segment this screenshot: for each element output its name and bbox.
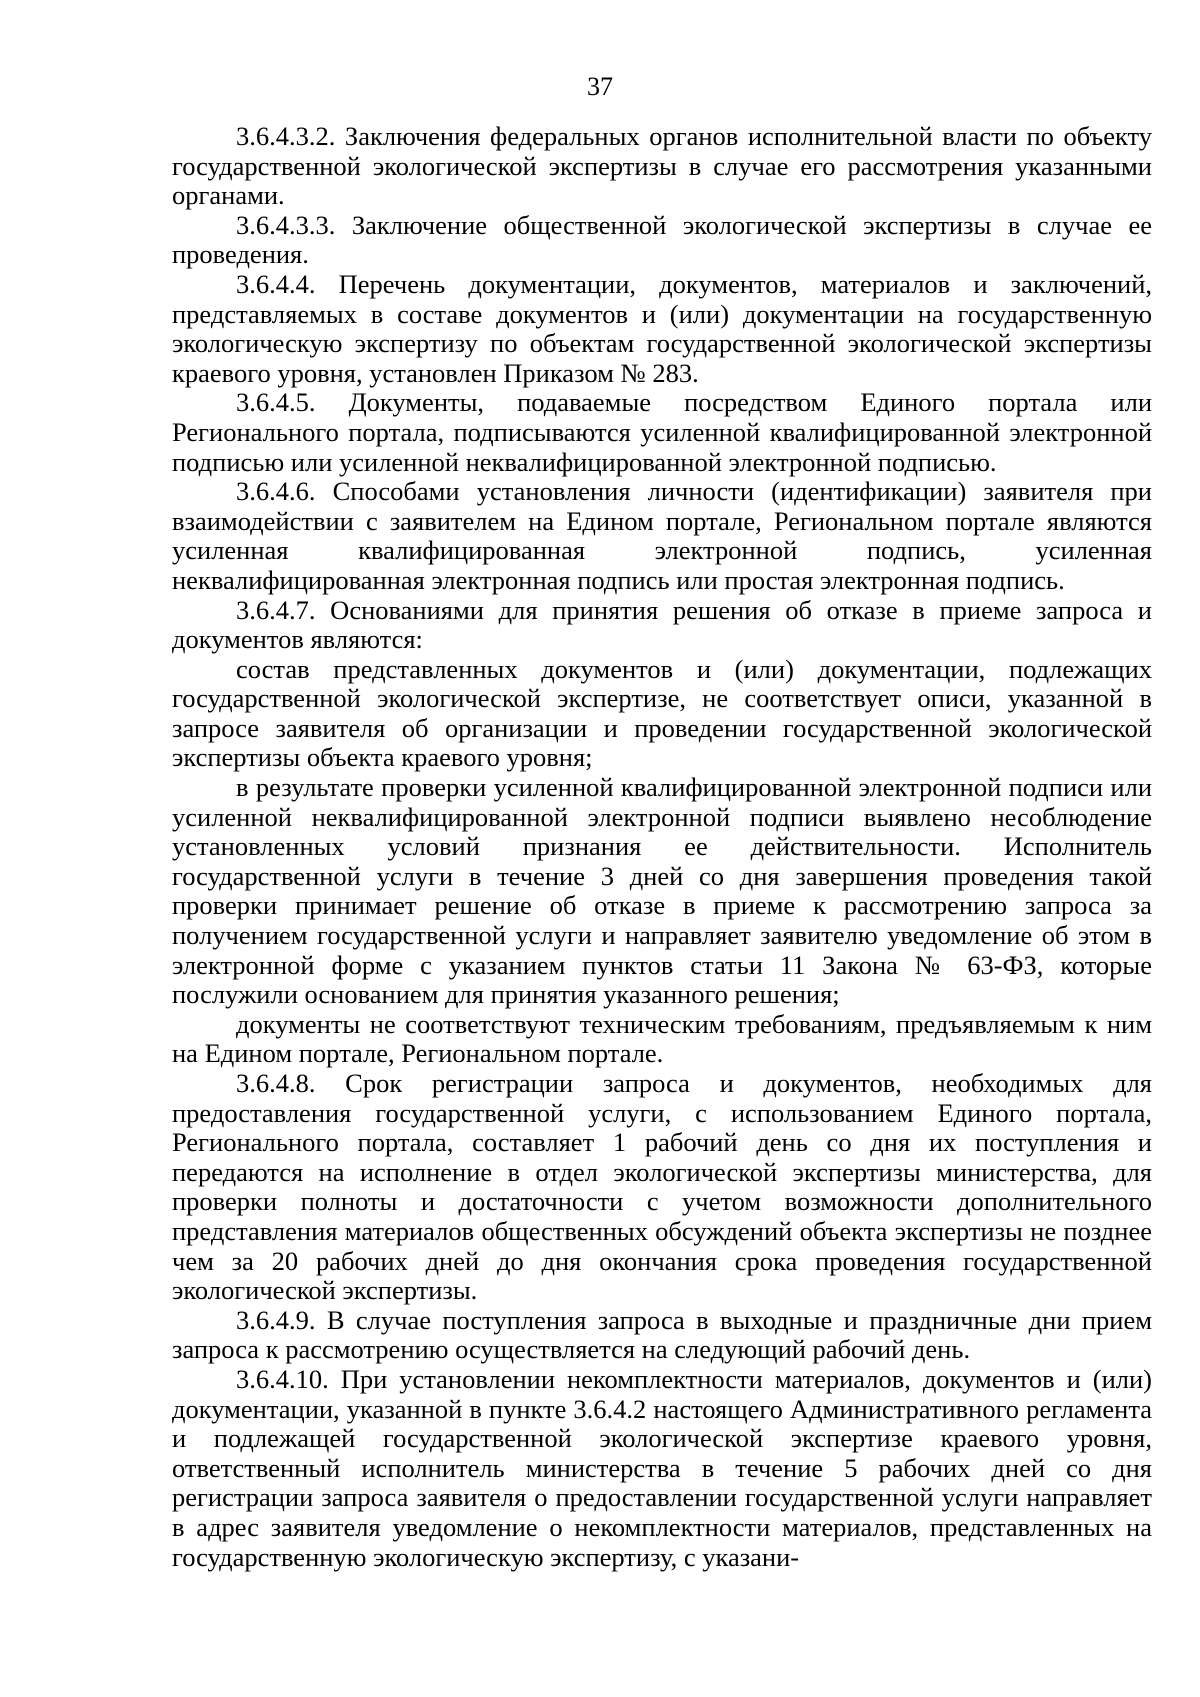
list-item-signature-check: в результате проверки усиленной квалифицированной электронной подписи или усиленной неквалифицированной электронной подписи выявлено несоблюдение установленных условий признания ее действительности. Исполнитель государственной услуги в течение 3 дней со дня завершения проведения такой проверки принимает решение об отказе в приеме к рассмотрению запроса за получением государственной услуги и направляет заявителю уведомление об этом в электронной форме с указанием пунктов статьи 11 Закона № 63-ФЗ, которые послужили основанием для принятия указанного решения; <box>172 772 1152 1010</box>
paragraph-3-6-4-5: 3.6.4.5. Документы, подаваемые посредством Единого портала или Регионального портала, подписываются усиленной квалифицированной электронной подписью или усиленной неквалифицированной электронной подписью. <box>172 387 1152 477</box>
paragraph-3-6-4-3-3: 3.6.4.3.3. Заключение общественной экологической экспертизы в случае ее проведения. <box>172 209 1152 270</box>
document-body <box>172 122 1152 1572</box>
page-number: 37 <box>587 72 613 101</box>
list-item-technical-requirements: документы не соответствуют техническим требованиям, предъявляемым к ним на Едином портале, Региональном портале. <box>172 1008 1152 1069</box>
paragraph-3-6-4-9: 3.6.4.9. В случае поступления запроса в выходные и праздничные дни прием запроса к рассмотрению осуществляется на следующий рабочий день. <box>172 1304 1152 1365</box>
paragraph-3-6-4-8: 3.6.4.8. Срок регистрации запроса и документов, необходимых для предоставления государственной услуги, с использованием Единого портала, Регионального портала, составляет 1 рабочий день со дня их поступления и передаются на исполнение в отдел экологической экспертизы министерства, для проверки полноты и достаточности с учетом возможности дополнительного представления материалов общественных обсуждений объекта экспертизы не позднее чем за 20 рабочих дней до дня окончания срока проведения государственной экологической экспертизы. <box>172 1068 1152 1306</box>
list-item-document-mismatch: состав представленных документов и (или) документации, подлежащих государственной экологической экспертизе, не соответствует описи, указанной в запросе заявителя об организации и проведении государственной экологической экспертизы объекта краевого уровня; <box>172 653 1152 773</box>
paragraph-3-6-4-4: 3.6.4.4. Перечень документации, документов, материалов и заключений, представляемых в составе документов и (или) документации на государственную экологическую экспертизу по объектам государственной экологической экспертизы краевого уровня, установлен Приказом № 283. <box>172 268 1152 388</box>
paragraph-3-6-4-6: 3.6.4.6. Способами установления личности (идентификации) заявителя при взаимодействии с заявителем на Едином портале, Региональном портале являются усиленная квалифицированная электронной подпись, усиленная неквалифицированная электронная подпись или простая электронная подпись. <box>172 476 1152 595</box>
paragraph-3-6-4-10: 3.6.4.10. При установлении некомплектности материалов, документов и (или) документации, указанной в пункте 3.6.4.2 настоящего Административного регламента и подлежащей государственной экологической экспертизе краевого уровня, ответственный исполнитель министерства в течение 5 рабочих дней со дня регистрации запроса заявителя о предоставлении государственной услуги направляет в адрес заявителя уведомление о некомплектности материалов, представленных на государственную экологическую экспертизу, с указани- <box>172 1363 1152 1572</box>
paragraph-3-6-4-7: 3.6.4.7. Основаниями для принятия решения об отказе в приеме запроса и документов являются: <box>172 594 1152 655</box>
paragraph-3-6-4-3-2: 3.6.4.3.2. Заключения федеральных органов исполнительной власти по объекту государственной экологической экспертизы в случае его рассмотрения указанными органами. <box>172 121 1152 211</box>
